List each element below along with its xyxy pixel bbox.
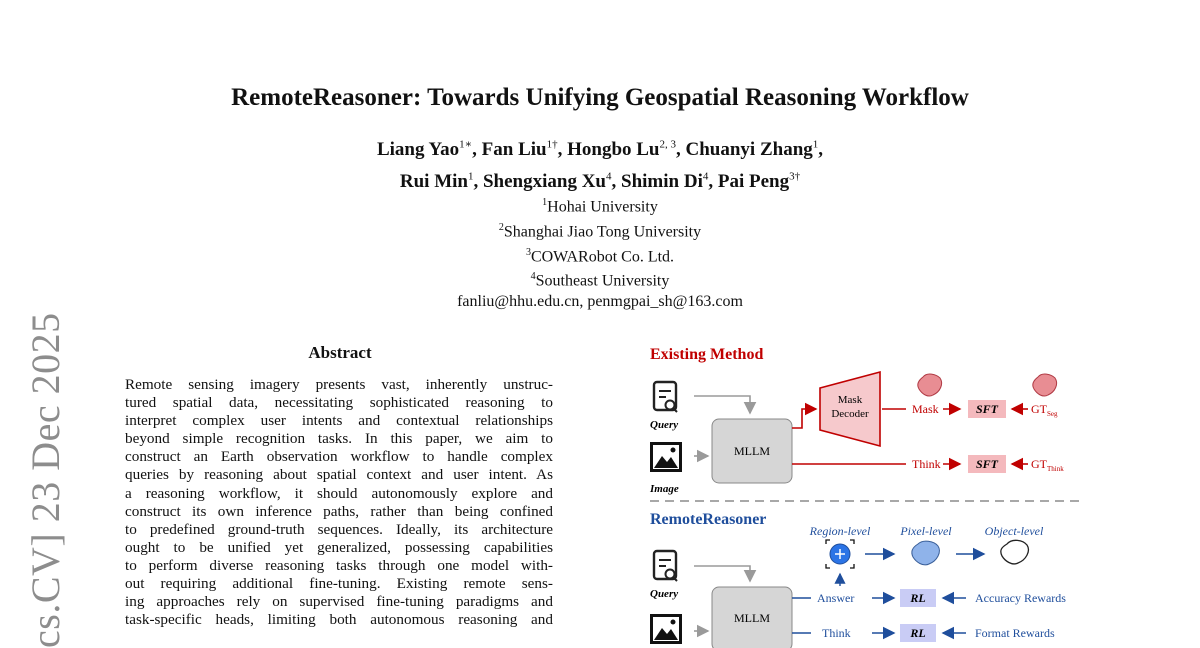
author: Chuanyi Zhang$^1$, <box>685 139 824 161</box>
abstract-line: ing approaches rely on supervised fine-tuning paradigms and <box>125 593 553 611</box>
query-label: Query <box>650 588 679 600</box>
author: Shimin Di$^4$, <box>621 170 718 192</box>
object-outline-shape <box>1001 540 1029 564</box>
svg-text:Mask: Mask <box>837 394 863 406</box>
answer-output-label: Answer <box>817 591 855 605</box>
author-list <box>0 132 1200 195</box>
object-level-label: Object-level <box>984 524 1044 538</box>
author-line-1 <box>0 132 1200 163</box>
affiliation: $^2$Shanghai Jiao Tong University <box>498 221 702 241</box>
abstract-line: a reasoning workflow, it should autonomously explore and <box>125 484 553 502</box>
abstract-line: Remote sensing imagery presents vast, inherently unstruc- <box>125 376 553 393</box>
author: Liang Yao$^{1∗}$, <box>376 139 482 161</box>
abstract-line: beyond simple recognition tasks. In this paper, we aim to <box>125 430 553 448</box>
gt-seg-label: $GT_{Seg}$ <box>1031 402 1058 418</box>
abstract-line: ought to be unified yet generalized, possessing capabilities <box>125 538 553 556</box>
image-label: Image <box>650 483 679 495</box>
abstract-line: task-specific heads, limiting both autonomous reasoning and <box>125 611 553 629</box>
mllm-label: MLLM <box>734 444 770 458</box>
abstract-line: out requiring additional fine-tuning. Existing remote sens- <box>125 575 553 593</box>
image-icon <box>650 442 682 472</box>
accuracy-rewards-label: Accuracy Rewards <box>975 591 1066 605</box>
sft-label: SFT <box>975 457 999 471</box>
region-level-label: Region-level <box>809 524 871 538</box>
author: Rui Min$^1$, <box>399 170 483 192</box>
mask-output-label: Mask <box>912 402 939 416</box>
format-rewards-label: Format Rewards <box>975 626 1055 640</box>
author: Shengxiang Xu$^4$, <box>482 170 622 192</box>
arxiv-side-stamp: cs.CV] 23 Dec 2025 <box>23 312 68 648</box>
author: Fan Liu$^{1\dagger}$, <box>481 139 568 161</box>
query-label: Query <box>650 419 679 431</box>
query-icon <box>654 551 677 581</box>
existing-method-heading: Existing Method <box>650 346 764 363</box>
query-icon <box>654 382 677 412</box>
affiliation: $^3$COWARobot Co. Ltd. <box>525 246 675 265</box>
abstract-line: to perform diverse reasoning tasks through one model with- <box>125 556 553 574</box>
gt-mask-shape <box>1033 374 1057 396</box>
abstract-line: construct an Earth observation workflow to handle complex <box>125 448 553 466</box>
svg-text:Decoder: Decoder <box>831 408 869 420</box>
affiliation: $^4$Southeast University <box>530 271 670 290</box>
region-target-icon <box>826 540 854 568</box>
rl-label: RL <box>910 591 926 605</box>
pixel-mask-shape <box>912 541 940 565</box>
rl-label: RL <box>910 626 926 640</box>
abstract-line: to predefined ground-truth sequences. Ideally, its architecture <box>125 520 553 538</box>
think-output-label: Think <box>912 457 941 471</box>
image-icon <box>650 614 682 644</box>
think-output-label: Think <box>822 626 851 640</box>
gt-think-label: $GT_{Think}$ <box>1031 457 1064 473</box>
abstract-line: interpret complex user intents and contextual relationships <box>125 412 553 430</box>
author-line-2 <box>0 163 1200 194</box>
pixel-level-label: Pixel-level <box>900 524 952 538</box>
affiliations <box>0 193 1200 313</box>
abstract-heading: Abstract <box>308 343 372 362</box>
sft-label: SFT <box>975 402 999 416</box>
author: Hongbo Lu$^{2, 3}$, <box>567 139 686 161</box>
author: Pai Peng$^{3\dagger}$ <box>717 170 801 192</box>
abstract-line: construct its own inference paths, rather than being confined <box>125 502 553 520</box>
remote-reasoner-heading: RemoteReasoner <box>650 511 767 528</box>
paper-title: RemoteReasoner: Towards Unifying Geospatial Reasoning Workflow <box>231 84 969 111</box>
method-comparison-figure <box>640 338 1100 648</box>
predicted-mask-shape <box>918 374 942 396</box>
mllm-label: MLLM <box>734 611 770 625</box>
abstract-line: tured spatial data, necessitating sophisticated reasoning to <box>125 394 553 412</box>
abstract-body <box>125 376 553 629</box>
mask-decoder <box>820 372 880 446</box>
email-addresses: fanliu@hhu.edu.cn, penmgpai_sh@163.com <box>457 293 743 311</box>
abstract-line: queries by reasoning about spatial context and user intent. As <box>125 466 553 484</box>
affiliation: $^1$Hohai University <box>542 197 658 216</box>
